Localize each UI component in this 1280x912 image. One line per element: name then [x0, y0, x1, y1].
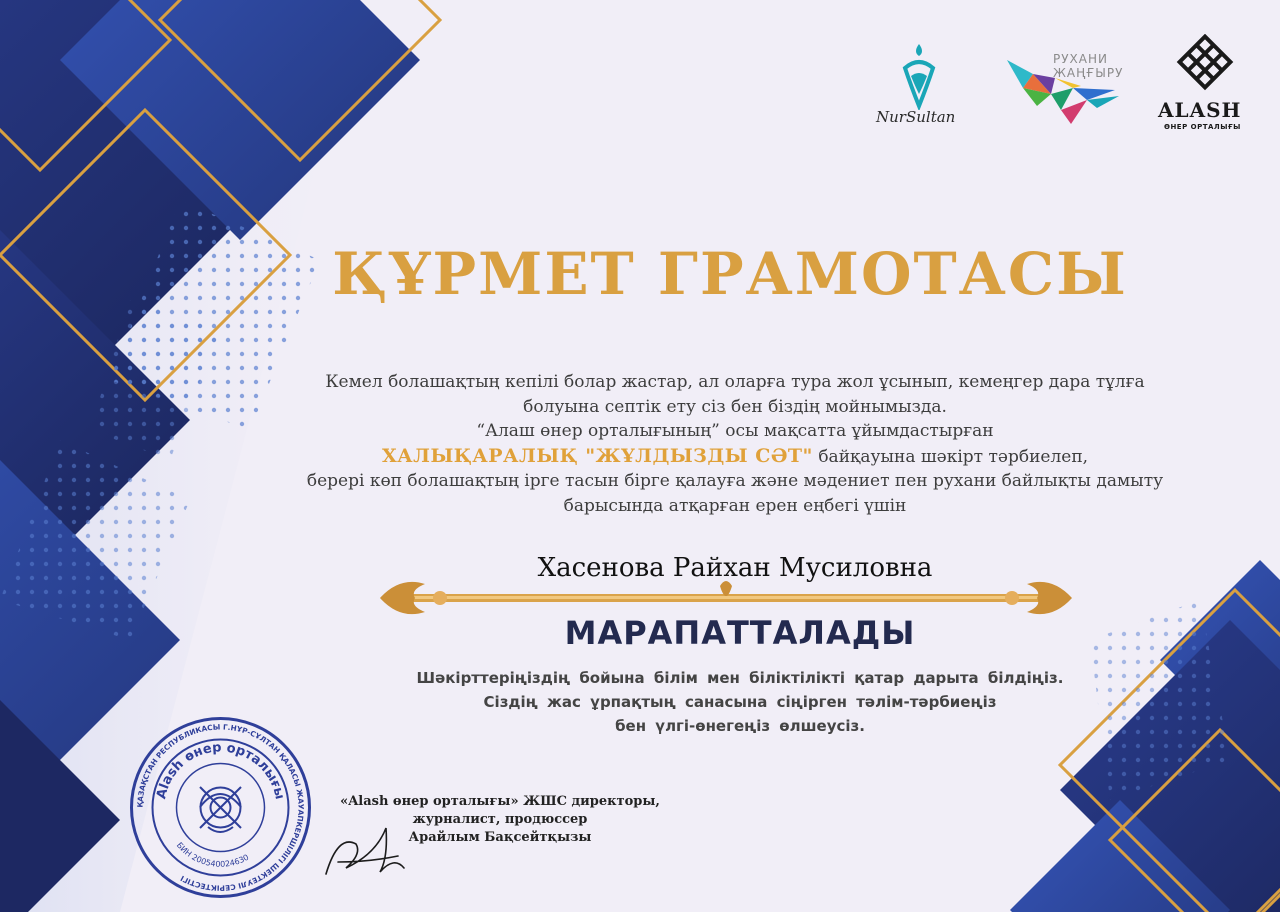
alash-subtitle: ӨНЕР ОРТАЛЫҒЫ	[1164, 123, 1241, 131]
closing-line-1: Шәкірттеріңіздің бойына білім мен біліктілікті қатар дарыта білдіңіз.	[416, 669, 1064, 687]
signatory-line-1: «Alash өнер орталығы» ЖШС директоры,	[340, 794, 660, 809]
contest-name: ХАЛЫҚАРАЛЫҚ "ЖҰЛДЫЗДЫ СӘТ"	[381, 444, 813, 467]
official-stamp	[128, 715, 313, 900]
signatory-line-2: журналист, продюссер	[412, 812, 588, 827]
signatory-block	[330, 793, 670, 847]
body-line-6: барысында атқарған ерен еңбегі үшін	[563, 495, 907, 516]
body-line-2: болуына септік ету сіз бен біздің мойнымызда.	[523, 396, 947, 417]
closing-line-3: бен үлгі-өнегеңіз өлшеусіз.	[615, 717, 865, 735]
nur-sultan-logo	[872, 40, 967, 135]
endless-knot-icon	[1150, 34, 1260, 94]
alash-logo	[1150, 34, 1260, 134]
awarded-heading: МАРАПАТТАЛАДЫ	[564, 614, 916, 652]
certificate-title: ҚҰРМЕТ ГРАМОТАСЫ	[332, 240, 1128, 308]
stamp-bin-text: БИН 200540024630	[174, 840, 251, 869]
nur-sultan-text: NurSultan	[876, 108, 956, 126]
body-line-4	[240, 444, 1230, 470]
body-line-5: берері көп болашақтың ірге тасын бірге қалауға және мәдениет пен рухани байлықты дамыту	[306, 471, 1164, 491]
ornament-bar	[380, 581, 1072, 614]
rukhani-zhangyru-logo	[1003, 48, 1133, 128]
nur-sultan-emblem-icon	[872, 40, 967, 110]
certificate-body	[240, 370, 1230, 518]
signatory-line-3: Арайлым Бақсейтқызы	[408, 830, 592, 845]
recipient-name: Хасенова Райхан Мусиловна	[537, 553, 933, 583]
body-line-1: Кемел болашақтың кепілі болар жастар, ал оларға тура жол ұсынып, кемеңгер дара тұлға	[325, 372, 1145, 392]
stamp-emblem-icon	[200, 787, 241, 832]
stamp-outer-text: ҚАЗАҚСТАН РЕСПУБЛИКАСЫ Г.НҰР-СҰЛТАН ҚАЛАСЫ ЖАУАПКЕРШІЛІГІ ШЕКТЕУЛІ СЕРІКТЕСТІГІ	[135, 722, 306, 893]
closing-line-2: Сіздің жас ұрпақтың санасына сіңірген тәлім-тәрбиеңіз	[483, 693, 997, 711]
rukhani-line2: ЖАҢҒЫРУ	[1053, 66, 1124, 80]
alash-name: ALASH	[1158, 98, 1242, 122]
body-line-4-rest: байқауына шәкірт тәрбиелеп,	[812, 446, 1089, 467]
stamp-inner-text: Alash өнер орталығы	[154, 740, 287, 801]
body-line-3: “Алаш өнер орталығының” осы мақсатта ұйымдастырған	[476, 421, 994, 441]
closing-text	[330, 666, 1150, 738]
rukhani-line1: РУХАНИ	[1053, 52, 1108, 66]
